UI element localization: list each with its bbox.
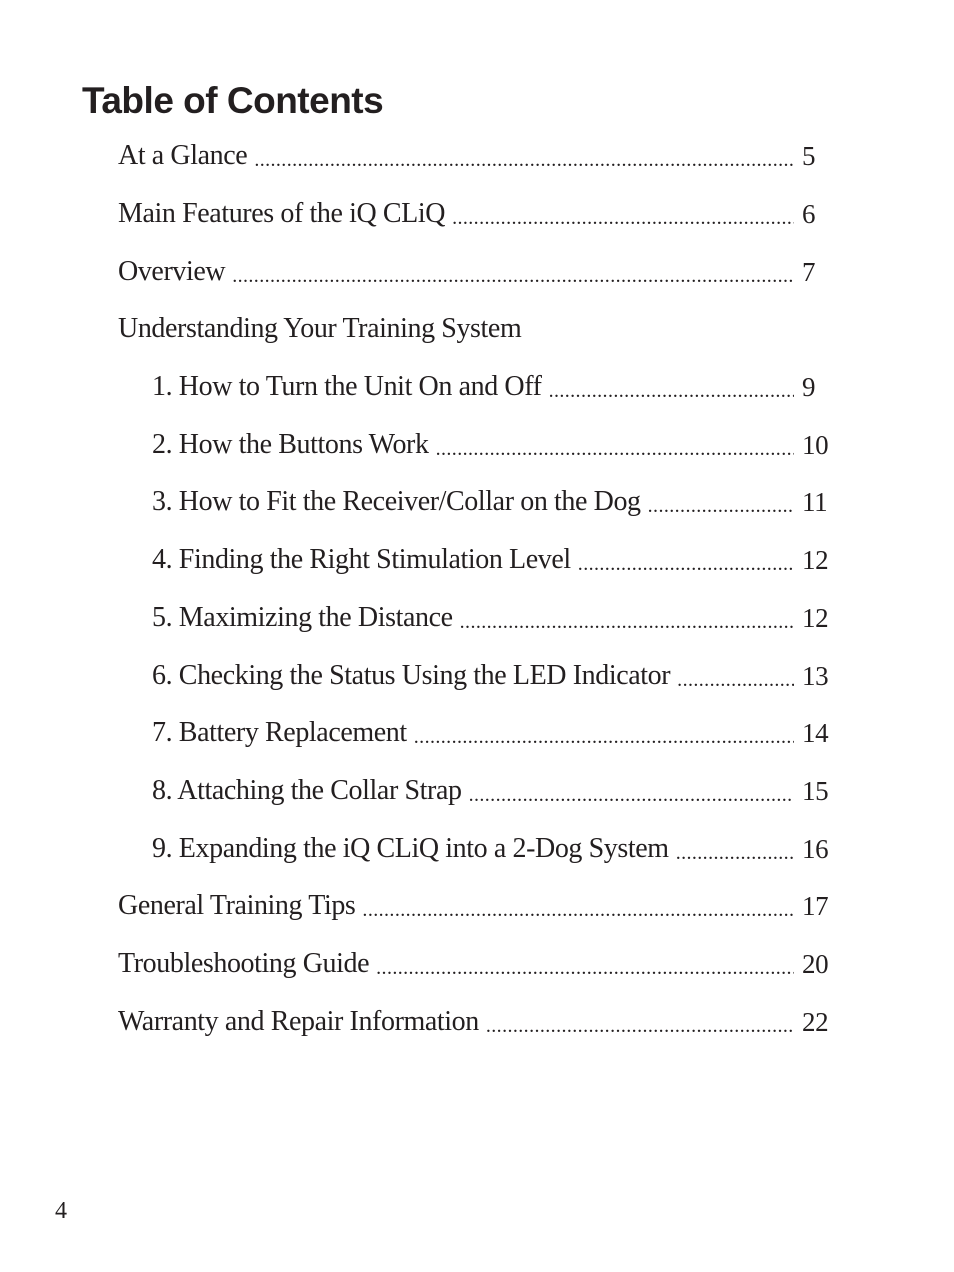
toc-section-label: Understanding Your Training System — [118, 313, 522, 344]
toc-entry-page: 5 — [802, 141, 816, 171]
toc-entry-page: 11 — [802, 487, 828, 517]
dot-leader — [549, 378, 794, 405]
dot-leader — [578, 551, 794, 578]
toc-entry-turn-unit-on-off[interactable] — [152, 369, 840, 405]
toc-entry-label: 2. How the Buttons Work — [152, 429, 429, 460]
dot-leader — [254, 147, 794, 174]
toc-entry-label: Overview — [118, 256, 226, 287]
toc-entry-label: Warranty and Repair Information — [118, 1006, 479, 1037]
toc-entry-label: Troubleshooting Guide — [118, 948, 370, 979]
toc-section-heading — [118, 311, 840, 347]
dot-leader — [648, 493, 794, 520]
toc-entry-collar-strap[interactable] — [152, 773, 840, 809]
toc-entry-page: 14 — [802, 718, 829, 748]
toc-entry-label: 4. Finding the Right Stimulation Level — [152, 544, 571, 575]
dot-leader — [452, 205, 794, 232]
toc-entry-page: 15 — [802, 776, 829, 806]
toc-entry-label: 1. How to Turn the Unit On and Off — [152, 371, 542, 402]
toc-entry-stimulation-level[interactable] — [152, 542, 840, 578]
toc-entry-page: 9 — [802, 372, 816, 402]
dot-leader — [469, 782, 794, 809]
toc-entry-2-dog-system[interactable] — [152, 831, 840, 867]
toc-entry-page: 6 — [802, 199, 816, 229]
toc-entry-label: 3. How to Fit the Receiver/Collar on the Dog — [152, 486, 641, 517]
toc-entry-page: 12 — [802, 603, 829, 633]
toc-entry-label: Main Features of the iQ CLiQ — [118, 198, 446, 229]
dot-leader — [486, 1013, 794, 1040]
toc-entry-label: 9. Expanding the iQ CLiQ into a 2-Dog System — [152, 833, 669, 864]
toc-entry-label: 5. Maximizing the Distance — [152, 602, 453, 633]
toc-entry-label: General Training Tips — [118, 890, 356, 921]
toc-entry-led-indicator[interactable] — [152, 658, 840, 694]
toc-entry-page: 22 — [802, 1007, 829, 1037]
toc-entry-maximizing-distance[interactable] — [152, 600, 840, 636]
toc-entry-page: 20 — [802, 949, 829, 979]
dot-leader — [677, 667, 794, 694]
toc-entry-label: 8. Attaching the Collar Strap — [152, 775, 462, 806]
toc-entry-training-tips[interactable] — [118, 888, 840, 924]
toc-entry-page: 10 — [802, 430, 829, 460]
toc-entry-label: At a Glance — [118, 140, 248, 171]
dot-leader — [460, 609, 794, 636]
dot-leader — [232, 263, 794, 290]
toc-entry-page: 17 — [802, 891, 829, 921]
dot-leader — [414, 724, 794, 751]
toc-entry-fit-receiver-collar[interactable] — [152, 484, 840, 520]
toc-entry-page: 16 — [802, 834, 829, 864]
toc-entry-warranty-repair[interactable] — [118, 1004, 840, 1040]
toc-entry-troubleshooting[interactable] — [118, 946, 840, 982]
dot-leader — [376, 955, 794, 982]
toc-entry-battery-replacement[interactable] — [152, 715, 840, 751]
toc-entry-page: 7 — [802, 257, 816, 287]
toc-entry-at-a-glance[interactable] — [118, 138, 840, 174]
dot-leader — [362, 897, 794, 924]
toc-entry-main-features[interactable] — [118, 196, 840, 232]
dot-leader — [676, 840, 794, 867]
toc-entry-label: 6. Checking the Status Using the LED Indicator — [152, 660, 671, 691]
toc-entry-buttons-work[interactable] — [152, 427, 840, 463]
page-title: Table of Contents — [82, 80, 384, 121]
toc-entry-label: 7. Battery Replacement — [152, 717, 407, 748]
toc-entry-page: 12 — [802, 545, 829, 575]
dot-leader — [436, 436, 794, 463]
page-number: 4 — [55, 1198, 67, 1224]
toc-entry-page: 13 — [802, 661, 829, 691]
toc-entry-overview[interactable] — [118, 254, 840, 290]
